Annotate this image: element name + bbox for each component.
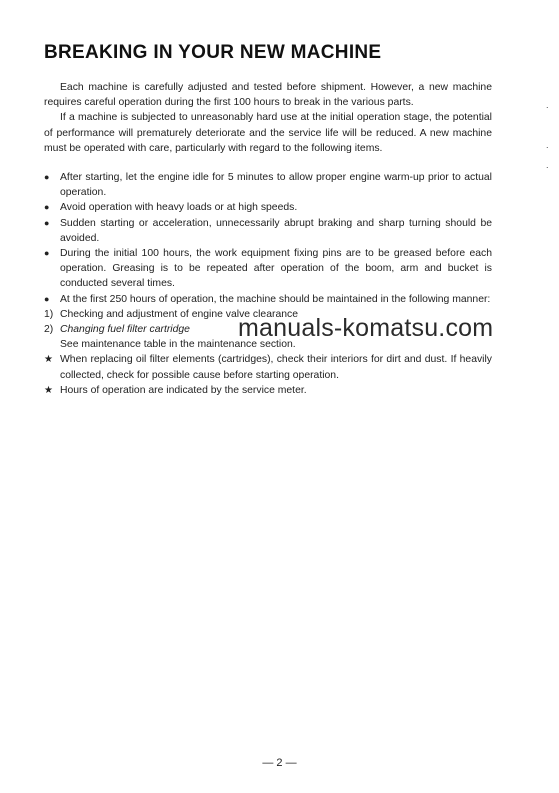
page-body (44, 80, 492, 398)
margin-mark: . (546, 100, 549, 110)
bullet-text: After starting, let the engine idle for 5 minutes to allow proper engine warm-up prior to actual operation. (60, 172, 492, 199)
see-note: See maintenance table in the maintenance section. (60, 339, 296, 351)
bullet-icon: ● (44, 202, 50, 213)
page-number: — 2 — (262, 757, 297, 769)
intro-paragraph-1: Each machine is carefully adjusted and tested before shipment. However, a new machine requires careful operation during the first 100 hours to break in the various parts. (44, 82, 492, 109)
bullet-text: At the first 250 hours of operation, the machine should be maintained in the following manner: (60, 293, 491, 305)
item-number: 2) (44, 324, 54, 336)
page-title: BREAKING IN YOUR NEW MACHINE (44, 42, 382, 63)
bullet-item-5 (44, 292, 492, 307)
note-text: When replacing oil filter elements (cartridges), check their interiors for dirt and dust. If heavily collected, check for possible cause before starting operation. (60, 354, 492, 381)
note-item-1 (44, 352, 492, 382)
bullet-icon: ● (44, 172, 50, 183)
margin-mark: . (546, 160, 549, 170)
bullet-item-2 (44, 200, 492, 215)
star-icon: ★ (44, 384, 53, 396)
note-item-2 (44, 383, 492, 398)
bullet-icon: ● (44, 217, 50, 228)
note-text: Hours of operation are indicated by the service meter. (60, 384, 307, 396)
numbered-text: Checking and adjustment of engine valve clearance (60, 308, 298, 320)
bullet-item-3 (44, 216, 492, 246)
bullet-icon: ● (44, 248, 50, 259)
bullet-item-4 (44, 246, 492, 292)
intro-paragraph-2: If a machine is subjected to unreasonably hard use at the initial operation stage, the potential of performance will prematurely deteriorate and the service life will be reduced. A new machine must be operated with care, particularly with regard to the following items. (44, 112, 492, 154)
margin-mark: . (546, 140, 549, 150)
bullet-text: Avoid operation with heavy loads or at high speeds. (60, 202, 298, 214)
bullet-text: During the initial 100 hours, the work equipment fixing pins are to be greased before each operation. Greasing is to be repeated after operation of the boom, arm and bucket is conducted several times. (60, 248, 492, 290)
bullet-icon: ● (44, 293, 50, 304)
watermark: manuals-komatsu.com (238, 314, 494, 342)
star-icon: ★ (44, 354, 53, 366)
item-number: 1) (44, 308, 54, 320)
numbered-text: Changing fuel filter cartridge (60, 324, 190, 336)
bullet-text: Sudden starting or acceleration, unnecessarily abrupt braking and sharp turning should be avoided. (60, 217, 492, 244)
bullet-item-1 (44, 170, 492, 200)
